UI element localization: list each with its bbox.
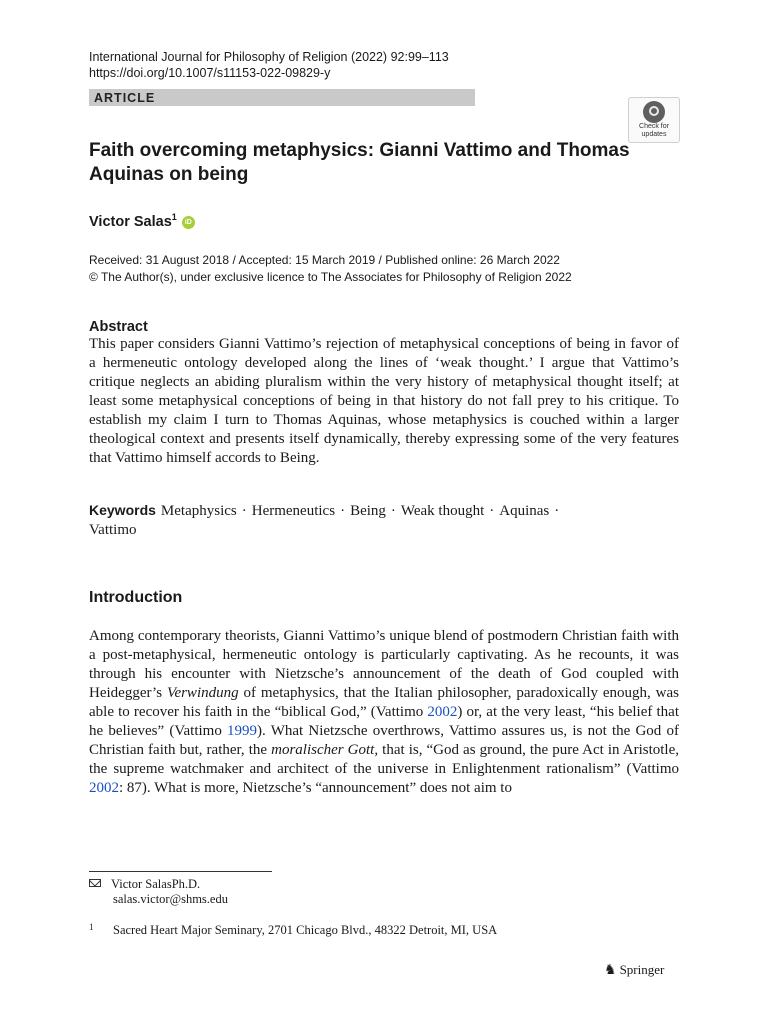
- introduction-paragraph: [89, 627, 679, 798]
- intro-text-segment: ) or, at the very least, “his belief that he believes” (Vattimo: [89, 704, 679, 739]
- keyword-item: Being: [350, 503, 386, 519]
- author-affiliation-mark: 1: [171, 212, 177, 222]
- intro-text-segment: Among contemporary theorists, Gianni Vattimo’s unique blend of postmodern Christian faith with a post-metaphysical, hermeneutic ontology is particularly captivating. As he recounts, it was through his encounter with Nietzsche’s announcement of the death of God coupled with Heidegger’s: [89, 628, 679, 701]
- abstract-heading: Abstract: [89, 319, 148, 335]
- correspondence-name: Victor SalasPh.D.: [111, 877, 201, 891]
- author-line: [89, 208, 195, 231]
- correspondence: [89, 877, 228, 907]
- date-history: Received: 31 August 2018 / Accepted: 15 March 2019 / Published online: 26 March 2022: [89, 253, 560, 267]
- publication-dates: [89, 252, 572, 286]
- check-updates-icon: [643, 101, 665, 123]
- doi-link[interactable]: https://doi.org/10.1007/s11153-022-09829-y: [89, 66, 331, 80]
- article-type-bar: [89, 89, 475, 106]
- envelope-icon: [89, 879, 101, 887]
- keyword-item: Weak thought: [400, 503, 485, 519]
- keyword-separator: ·: [390, 503, 396, 519]
- keyword-item: Hermeneutics: [251, 503, 336, 519]
- citation-link[interactable]: 2002: [427, 704, 458, 720]
- springer-horse-icon: ♞: [604, 963, 617, 978]
- affiliation-text: Sacred Heart Major Seminary, 2701 Chicago Blvd., 48322 Detroit, MI, USA: [113, 923, 498, 937]
- author-name[interactable]: Victor Salas: [89, 213, 172, 230]
- affiliation-number: 1: [89, 922, 94, 932]
- keyword-separator: ·: [554, 503, 560, 519]
- intro-italic-term: moralischer Gott: [271, 742, 375, 758]
- check-for-updates-badge[interactable]: [628, 97, 680, 143]
- keyword-separator: ·: [489, 503, 495, 519]
- copyright-line: © The Author(s), under exclusive licence to The Associates for Philosophy of Religion 2022: [89, 270, 572, 284]
- intro-text-segment: of metaphysics, that the Italian philosopher, paradoxically enough, was able to recover his faith in the “biblical God,” (Vattimo: [89, 685, 680, 720]
- keyword-separator: ·: [241, 503, 247, 519]
- affiliation-footnote: [89, 920, 497, 938]
- article-type-label: ARTICLE: [94, 91, 156, 105]
- keyword-separator: ·: [340, 503, 346, 519]
- journal-citation: International Journal for Philosophy of Religion (2022) 92:99–113: [89, 50, 449, 64]
- publisher-logo: [604, 962, 664, 979]
- keywords: [89, 501, 679, 540]
- intro-text-segment: : 87). What is more, Nietzsche’s “announcement” does not aim to: [119, 780, 512, 796]
- keywords-label: Keywords: [89, 502, 156, 518]
- intro-text-segment: , that is, “God as ground, the pure Act in Aristotle, the supreme watchmaker and architect of the universe in Enlightenment rationalism” (Vattimo: [89, 742, 679, 777]
- introduction-heading: Introduction: [89, 589, 183, 606]
- abstract-text: This paper considers Gianni Vattimo’s rejection of metaphysical conceptions of being in favor of a hermeneutic ontology developed along the lines of ‘weak thought.’ I argue that Vattimo’s critique neglects an abiding pluralism within the very history of metaphysical thought itself; at least some metaphysical conceptions of being in that history do not fall prey to his critique. To establish my claim I turn to Thomas Aquinas, whose metaphysics is couched within a larger theological context and presents itself dynamically, thereby expressing some of the very features that Vattimo himself accords to Being.: [89, 336, 679, 466]
- keyword-item: Aquinas: [499, 503, 550, 519]
- publisher-name: Springer: [619, 962, 665, 977]
- check-updates-line2: updates: [641, 131, 667, 138]
- citation-link[interactable]: 2002: [89, 780, 119, 796]
- citation-link[interactable]: 1999: [227, 723, 258, 739]
- intro-italic-term: Verwindung: [166, 685, 239, 701]
- keyword-item: Metaphysics: [160, 503, 237, 519]
- paper-title: Faith overcoming metaphysics: Gianni Vattimo and Thomas Aquinas on being: [89, 140, 630, 185]
- intro-text-segment: ). What Nietzsche overthrows, Vattimo assures us, is not the God of Christian faith but, rather, the: [89, 723, 679, 758]
- check-updates-line1: Check for: [639, 123, 669, 130]
- orcid-icon[interactable]: iD: [182, 216, 195, 229]
- keyword-item: Vattimo: [89, 522, 137, 538]
- footnote-divider: [89, 871, 272, 872]
- correspondence-email[interactable]: salas.victor@shms.edu: [113, 892, 228, 906]
- journal-header: [89, 49, 449, 81]
